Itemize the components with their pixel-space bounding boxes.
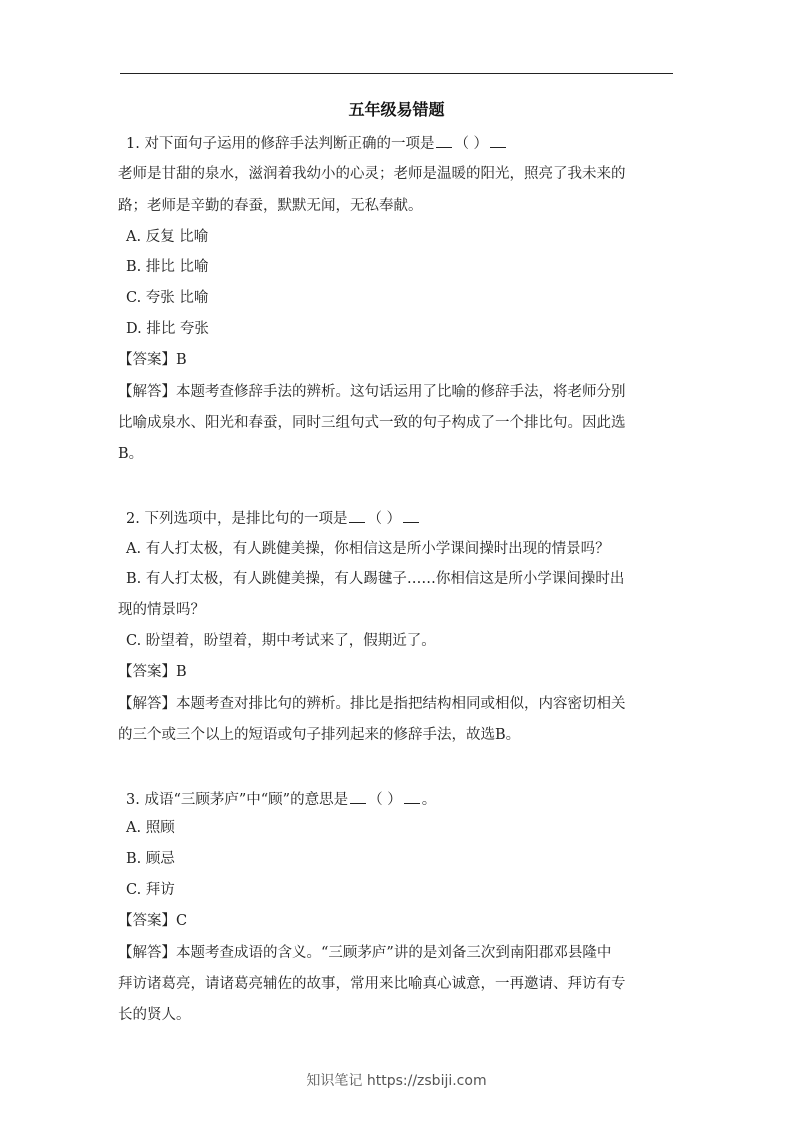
question-3-stem-end: 。: [421, 792, 437, 808]
answer-blank: [436, 133, 452, 148]
question-1-text: 1. 对下面句子运用的修辞手法判断正确的一项是: [126, 136, 435, 152]
question-2-option-c: C. 盼望着，盼望着，期中考试来了，假期近了。: [126, 633, 436, 649]
question-3-explanation-line: 【解答】本题考查成语的含义。“三顾茅庐”讲的是刘备三次到南阳郡邓县隆中: [118, 945, 612, 961]
question-3-answer: 【答案】C: [118, 913, 188, 929]
question-1-option-c: C. 夸张 比喻: [126, 290, 209, 306]
answer-blank: [490, 133, 506, 148]
question-2-option-b: B. 有人打太极，有人跳健美操，有人踢毽子……你相信这是所小学课间操时出: [126, 571, 625, 587]
question-3-explanation-line: 长的贤人。: [118, 1007, 191, 1023]
question-2-explanation-line: 【解答】本题考查对排比句的辨析。排比是指把结构相同或相似，内容密切相关: [118, 696, 626, 712]
question-1-explanation-line: B。: [118, 446, 144, 462]
page-title: 五年级易错题: [348, 100, 445, 119]
question-1-option-a: A. 反复 比喻: [126, 229, 209, 245]
header-rule: [120, 73, 673, 74]
question-1-option-d: D. 排比 夸张: [126, 321, 209, 337]
question-3-stem: [126, 789, 436, 810]
question-2-option-b-cont: 现的情景吗？: [118, 602, 205, 618]
question-3-option-b: B. 顾忌: [126, 851, 175, 867]
question-1-answer: 【答案】B: [118, 352, 187, 368]
question-1-explanation-line: 【解答】本题考查修辞手法的辨析。这句话运用了比喻的修辞手法，将老师分别: [118, 384, 626, 400]
question-3-paren: （ ）: [368, 792, 402, 808]
question-1-option-b: B. 排比 比喻: [126, 259, 209, 275]
question-2-paren: （ ）: [367, 511, 402, 527]
question-2-stem: [126, 508, 421, 529]
answer-blank: [349, 508, 365, 523]
question-1-passage-line: 路；老师是辛勤的春蚕，默默无闻，无私奉献。: [118, 198, 423, 214]
answer-blank: [350, 789, 366, 804]
question-3-option-a: A. 照顾: [126, 820, 175, 836]
question-2-explanation-line: 的三个或三个以上的短语或句子排列起来的修辞手法，故选B。: [118, 727, 521, 743]
question-3-text: 3. 成语“三顾茅庐”中“顾”的意思是: [126, 792, 349, 808]
question-3-option-c: C. 拜访: [126, 882, 175, 898]
question-1-explanation-line: 比喻成泉水、阳光和春蚕，同时三组句式一致的句子构成了一个排比句。因此选: [118, 415, 626, 431]
question-2-answer: 【答案】B: [118, 664, 187, 680]
question-2-text: 2. 下列选项中，是排比句的一项是: [126, 511, 348, 527]
answer-blank: [403, 508, 419, 523]
question-2-option-a: A. 有人打太极，有人跳健美操，你相信这是所小学课间操时出现的情景吗？: [126, 541, 610, 557]
question-1-paren: （ ）: [454, 136, 489, 152]
question-3-explanation-line: 拜访诸葛亮，请诸葛亮辅佐的故事，常用来比喻真心诚意，一再邀请、拜访有专: [118, 976, 626, 992]
footer-source: 知识笔记 https://zsbiji.com: [306, 1073, 487, 1089]
question-1-passage-line: 老师是甘甜的泉水，滋润着我幼小的心灵；老师是温暖的阳光，照亮了我未来的: [118, 166, 626, 182]
question-1-stem: [126, 133, 508, 154]
answer-blank: [404, 789, 420, 804]
